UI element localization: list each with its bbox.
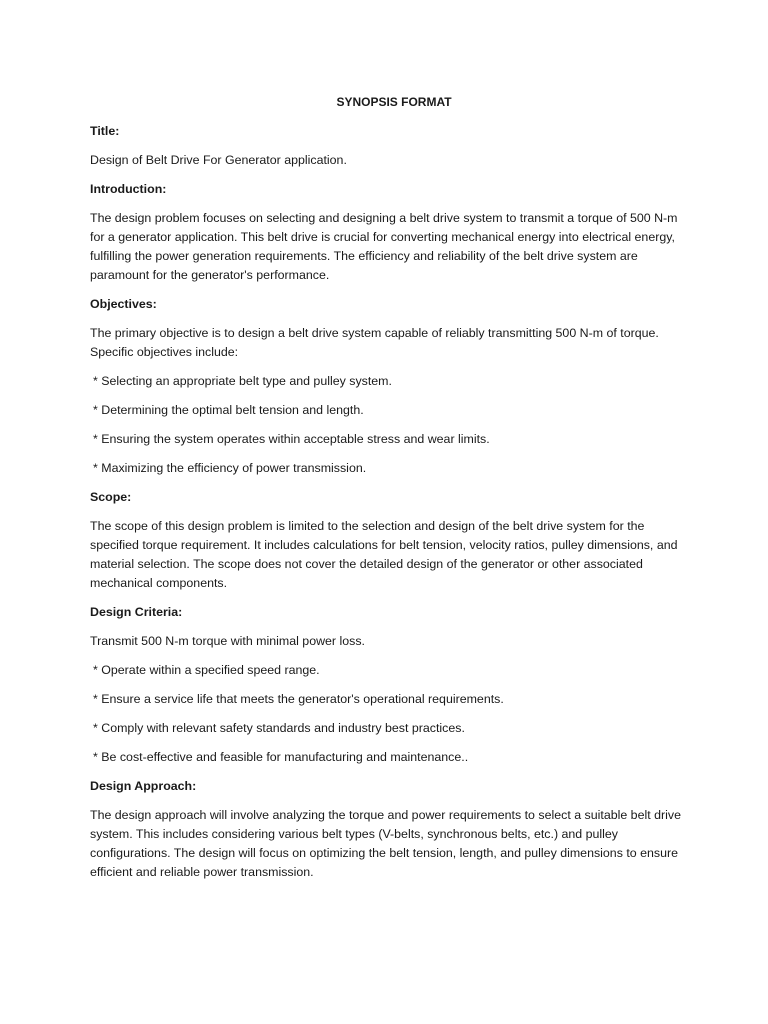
design-criteria-heading: Design Criteria: — [90, 605, 183, 619]
design-criteria-bullet: * Ensure a service life that meets the generator's operational requirements. — [93, 692, 504, 706]
objectives-heading: Objectives: — [90, 297, 157, 311]
document-title: SYNOPSIS FORMAT — [336, 95, 452, 109]
design-approach-heading: Design Approach: — [90, 779, 197, 793]
design-criteria-bullet: * Operate within a specified speed range. — [93, 663, 320, 677]
introduction-text: The design problem focuses on selecting and designing a belt drive system to transmit a torque of 500 N-m for a generator application. This belt drive is crucial for converting mechanical energy into electrical energy, fulfilling the power generation requirements. The efficiency and reliability of the belt drive system are paramount for the generator's performance. — [90, 211, 678, 282]
objectives-bullet: * Ensuring the system operates within acceptable stress and wear limits. — [93, 432, 490, 446]
objectives-bullet: * Determining the optimal belt tension and length. — [93, 403, 364, 417]
scope-text: The scope of this design problem is limited to the selection and design of the belt drive system for the specified torque requirement. It includes calculations for belt tension, velocity ratios, pulley dimensions, and material selection. The scope does not cover the detailed design of the generator or other associated mechanical components. — [90, 519, 678, 590]
objectives-text: The primary objective is to design a belt drive system capable of reliably transmitting 500 N-m of torque. Specific objectives include: — [90, 326, 659, 359]
scope-heading: Scope: — [90, 490, 132, 504]
title-text: Design of Belt Drive For Generator application. — [90, 153, 347, 167]
design-criteria-bullet: * Comply with relevant safety standards and industry best practices. — [93, 721, 465, 735]
title-heading: Title: — [90, 124, 120, 138]
design-approach-text: The design approach will involve analyzing the torque and power requirements to select a suitable belt drive system. This includes considering various belt types (V-belts, synchronous belts, etc.) and pulley configurations. The design will focus on optimizing the belt tension, length, and pulley dimensions to ensure efficient and reliable power transmission. — [90, 808, 681, 879]
introduction-heading: Introduction: — [90, 182, 167, 196]
document-body — [90, 93, 690, 892]
design-criteria-bullet: * Be cost-effective and feasible for manufacturing and maintenance.. — [93, 750, 469, 764]
design-criteria-text: Transmit 500 N-m torque with minimal power loss. — [90, 634, 365, 648]
objectives-bullet: * Selecting an appropriate belt type and pulley system. — [93, 374, 392, 388]
objectives-bullet: * Maximizing the efficiency of power transmission. — [93, 461, 367, 475]
